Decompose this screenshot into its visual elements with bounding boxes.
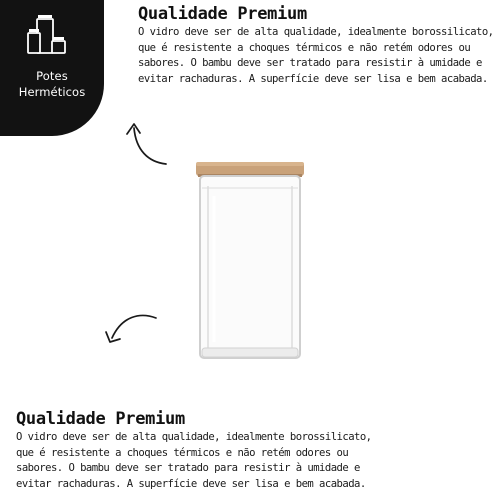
- info-body-top: [138, 25, 498, 87]
- info-title-top: Qualidade Premium: [138, 4, 307, 24]
- info-block-bottom: [16, 408, 396, 492]
- badge-label-line2: Herméticos: [18, 85, 86, 99]
- info-title-bottom: Qualidade Premium: [16, 409, 185, 429]
- badge-label: [0, 68, 104, 100]
- curved-arrow-up-icon: [118, 112, 178, 174]
- glass-jar-bamboo-lid-icon: [188, 156, 312, 368]
- info-line: sabores. O bambu deve ser tratado para resistir à umidade e: [138, 57, 482, 70]
- info-line: evitar rachaduras. A superfície deve ser lisa e bem acabada.: [16, 477, 366, 490]
- info-line: que é resistente a choques térmicos e não retém odores ou: [138, 41, 471, 54]
- info-line: que é resistente a choques térmicos e não retém odores ou: [16, 446, 349, 459]
- badge-label-line1: Potes: [36, 69, 68, 83]
- info-body-bottom: [16, 430, 396, 492]
- info-block-top: [138, 3, 498, 87]
- info-line: O vidro deve ser de alta qualidade, idealmente borossilicato,: [16, 431, 372, 443]
- info-line: evitar rachaduras. A superfície deve ser lisa e bem acabada.: [138, 72, 488, 85]
- category-badge: [0, 0, 104, 136]
- curved-arrow-down-icon: [96, 306, 162, 352]
- info-line: sabores. O bambu deve ser tratado para resistir à umidade e: [16, 462, 360, 475]
- jars-icon: [26, 12, 70, 56]
- info-line: O vidro deve ser de alta qualidade, idealmente borossilicato,: [138, 26, 494, 38]
